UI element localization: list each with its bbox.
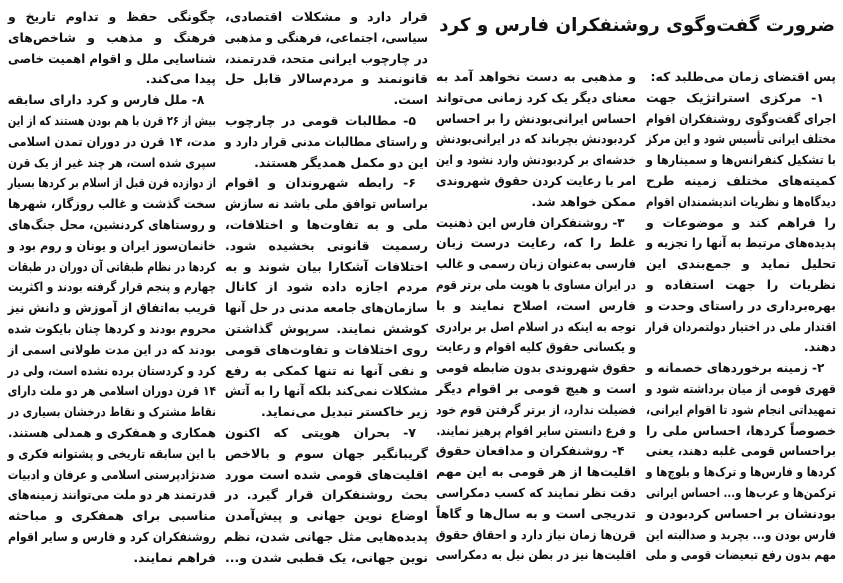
text-line: ملی و به تفاوت‌ها و اختلافات، — [225, 216, 428, 232]
text-line: چگونگی حفظ و تداوم تاریخ و — [8, 9, 216, 24]
text-line: است. — [393, 92, 428, 108]
text-line: همکاری و همفکری و همدلی هستند. — [8, 424, 216, 440]
text-line: کردها در نظام طبقاتی آن دوران در طبقات — [8, 258, 216, 274]
article-column-2 — [436, 67, 636, 566]
article-paragraph — [646, 358, 836, 566]
text-line: کرد و کردستان برده نشده است، ولی در — [7, 362, 217, 378]
text-line: براساس توافق ملی باشد نه سازش — [224, 196, 428, 212]
article-title: ضرورت گفت‌وگوی روشنفکران فارس و کرد — [439, 15, 835, 36]
text-line: اقلیت‌ها از هر قومی به این مهم — [436, 464, 636, 480]
text-line: خصوصاً کردها، احساس ملی را — [646, 422, 836, 438]
text-line: دیدگاه‌ها و نظریات اندیشمندان اقوام — [646, 193, 836, 209]
text-line: و روستاهای کردنشین، محل جنگ‌های — [8, 216, 216, 232]
text-line: پیدا می‌کند. — [145, 71, 216, 87]
article-paragraph — [646, 67, 836, 88]
text-line: ۴- روشنفکران و مدافعان حقوق — [435, 443, 625, 459]
text-line: مدت، ۱۴ قرن در دوران تمدن اسلامی — [8, 133, 216, 149]
text-line: ۱۴ قرن دوران اسلامی هر دو ملت دارای — [7, 383, 216, 399]
text-line: غلط را که، رعایت درست زبان — [436, 235, 636, 251]
text-line: فارسی به‌عنوان زبان رسمی و غالب — [435, 256, 636, 272]
text-line: توجه به اینکه در اسلام اصل بر برادری — [435, 318, 636, 334]
text-line: ترکمن‌ها و عرب‌ها و... احساس ایرانی — [646, 484, 836, 500]
text-line: فضیلت ندارد، از برتر گرفتن قوم خود — [435, 401, 636, 417]
article-paragraph — [225, 423, 428, 569]
text-line: قانونمند و مردم‌سالار قابل حل — [225, 71, 428, 87]
article-paragraph — [8, 7, 216, 90]
text-line: مشکلات نمی‌کند بلکه آنها را به آتش — [224, 383, 428, 399]
text-line: شناسایی ملل و اقوام اهمیت خاصی — [8, 50, 216, 66]
text-line: نظریات را جهت استفاده و — [646, 276, 836, 292]
text-line: رسمیت قانونی بخشیده شود. — [225, 237, 428, 253]
text-line: بحث روشنفکران قرار گیرد. در — [225, 487, 428, 503]
text-line: ۷- بحران هویتی که اکنون — [225, 424, 416, 440]
text-line: محروم بودند و کردها چنان بایکوت شده — [7, 320, 217, 336]
text-line: امر با رعایت کردن حقوق شهروندی — [436, 172, 636, 188]
text-line: سیاسی، اجتماعی، فرهنگی و مذهبی — [224, 29, 428, 45]
text-line: قرن‌ها زمان نیاز دارد و احقاق حقوق — [435, 526, 636, 542]
text-line: اقلیت‌های قومی شده است مورد — [225, 466, 428, 482]
text-line: دهند. — [803, 339, 836, 355]
text-line: قرار دارد و مشکلات اقتصادی، — [225, 9, 428, 24]
text-line: ۸- ملل فارس و کرد دارای سابقه — [7, 92, 205, 108]
text-line: مختلف ایرانی تأسیس شود و این مرکز — [646, 131, 836, 147]
text-line: اجرای گفت‌وگوی روشنفکران اقوام — [646, 110, 836, 126]
text-line: را فراهم کند و موضوعات و — [646, 214, 836, 230]
text-line: کمیته‌های مختلف زمینه طرح — [646, 172, 836, 188]
text-line: تمهیداتی انجام شود تا اقوام ایرانی، — [646, 401, 836, 417]
text-line: تدریجی است و به سال‌ها و گاهاً — [436, 505, 636, 521]
article-column-3 — [225, 7, 428, 569]
text-line: حقوق شهروندی بدون ضابطه قومی — [436, 360, 636, 376]
text-line: اختلافات آشکارا بیان شوند و به — [225, 258, 428, 274]
text-line: ۱- مرکزی استراتژیک جهت — [646, 89, 824, 105]
article-paragraph — [225, 111, 428, 173]
text-line: خدشه‌ای بر کردبودنش وارد نشود و این — [436, 152, 636, 168]
text-line: با تشکیل کنفرانس‌ها و سمینارها و — [646, 152, 836, 168]
article-paragraph — [436, 67, 636, 213]
text-line: ممکن خواهد شد. — [531, 193, 636, 209]
article-paragraph — [436, 441, 636, 566]
text-line: قریب به‌اتفاق از آموزش و دانش نیز — [7, 300, 217, 316]
article-column-4 — [8, 7, 216, 569]
text-line: است و هیچ قومی بر اقوام دیگر — [436, 380, 636, 396]
text-line: و فرع دانستن سایر اقوام پرهیز نمایند. — [436, 422, 636, 438]
text-line: سپری شده است، هر چند غیر از یک قرن — [8, 154, 216, 170]
text-line: کوشش نمایند. سرپوش گذاشتن — [225, 320, 428, 336]
text-line: ضدنژادپرستی اسلامی و عرفان و ادبیات — [7, 466, 217, 482]
text-line: و راستای مطالبات مدنی قرار دارد و — [224, 133, 428, 149]
text-line: این دو مکمل همدیگر هستند. — [254, 154, 428, 170]
text-line: معنای دیگر یک کرد زمانی می‌تواند — [436, 89, 636, 105]
text-line: در چارچوب ایرانی متحد، قدرتمند، — [224, 50, 428, 66]
text-line: نوین جهانی، یک قطبی شدن و... — [225, 549, 428, 565]
text-line: بیش از ۲۶ قرن با هم بودن هستند که از این — [7, 112, 216, 128]
text-line: خانمان‌سوز ایران و یونان و روم بود و — [8, 237, 216, 253]
text-line: براحساس قومی غلبه دهند، یعنی — [645, 443, 836, 459]
text-line: و مذهبی به دست نخواهد آمد به — [436, 69, 636, 84]
text-line: کردبودنش بچرباند که در ایرانی‌بودنش — [435, 131, 636, 147]
text-line: سازمان‌های جامعه مدنی در حل آنها — [225, 300, 428, 316]
text-line: ۵- مطالبات قومی در چارچوب — [225, 112, 416, 128]
text-line: در ایران مساوی با هویت ملی برتر قوم — [436, 276, 636, 292]
text-line: قهری قومی از میان برداشته شود و — [645, 380, 836, 396]
text-line: اقتدار ملی در اختیار دولتمردان قرار — [645, 318, 836, 334]
text-line: فارس است، اصلاح نمایند و با — [436, 297, 636, 313]
article-paragraph — [225, 173, 428, 423]
text-line: ۳- روشنفکران فارس این ذهنیت — [436, 214, 625, 230]
text-line: چهارم و پنجم قرار گرفته بودند و اکثریت — [8, 279, 216, 295]
text-line: فراهم نمایند. — [133, 549, 216, 565]
text-line: بودند که در این مدت طولانی اسمی از — [8, 341, 216, 357]
text-line: اوضاع نوین جهانی و پیش‌آمدن — [225, 508, 428, 524]
text-line: و یکسانی حقوق کلیه اقوام و رعایت — [436, 339, 636, 355]
text-line: زیر خاکستر تبدیل می‌نماید. — [261, 404, 428, 420]
article-column-1 — [646, 67, 836, 566]
text-line: احساس ایرانی‌بودنش را بر احساس — [436, 110, 636, 126]
text-line: روشنفکران کرد و فارس و سایر اقوام — [8, 528, 216, 544]
text-line: بودنشان بر احساس کردبودن و — [646, 505, 836, 521]
text-line: فرهنگ و مذهب و شاخص‌های — [8, 29, 216, 45]
text-line: مناسبی برای همفکری و مباحثه — [8, 508, 216, 524]
text-line: بهره‌برداری در راستای وحدت و — [645, 297, 836, 313]
article-paragraph — [225, 7, 428, 111]
text-line: مردم اجازه داده شود از کانال — [225, 279, 428, 295]
text-line: پدیده‌هایی مثل جهانی شدن، نظم — [223, 528, 428, 544]
text-line: فارس بودن و... بچربد و صدالبته این — [646, 526, 836, 542]
text-line: و نفی آنها نه تنها کمکی به رفع — [225, 362, 428, 378]
text-line: سخت گذشت و غالب روزگار، شهرها — [8, 196, 216, 212]
article-paragraph — [8, 90, 216, 568]
text-line: روی اختلافات و تفاوت‌های قومی — [225, 341, 428, 357]
text-line: تحلیل نماید و جمع‌بندی این — [646, 256, 836, 272]
text-line: مهم بدون رفع تبعیضات قومی و ملی — [645, 547, 836, 563]
text-line: پدیده‌های مرتبط به آنها را تجزیه و — [645, 235, 836, 251]
text-line: قدرتمند هر دو ملت می‌توانند زمینه‌های — [7, 487, 217, 503]
text-line: دقت نظر نمایند که کسب دمکراسی — [436, 484, 636, 500]
text-line: ۶- رابطه شهروندان و اقوام — [225, 175, 416, 191]
text-line: نقاط مشترک و نقاط درخشان بسیاری در — [8, 404, 216, 420]
text-line: با این سابقه تاریخی و پشتوانه فکری و — [7, 445, 216, 461]
text-line: کردها و فارس‌ها و ترک‌ها و بلوچ‌ها و — [646, 464, 836, 480]
text-line: از دوازده قرن قبل از اسلام بر کردها بسیار — [7, 175, 216, 191]
text-line: گریبانگیر جهان سوم و بالاخص — [225, 445, 428, 461]
text-line: پس اقتضای زمان می‌طلبد که: — [650, 69, 836, 84]
text-line: اقلیت‌ها نیز در بطن نیل به دمکراسی — [435, 547, 636, 563]
article-paragraph — [436, 213, 636, 442]
article-paragraph — [646, 88, 836, 358]
text-line: ۲- زمینه برخوردهای خصمانه و — [645, 360, 825, 376]
